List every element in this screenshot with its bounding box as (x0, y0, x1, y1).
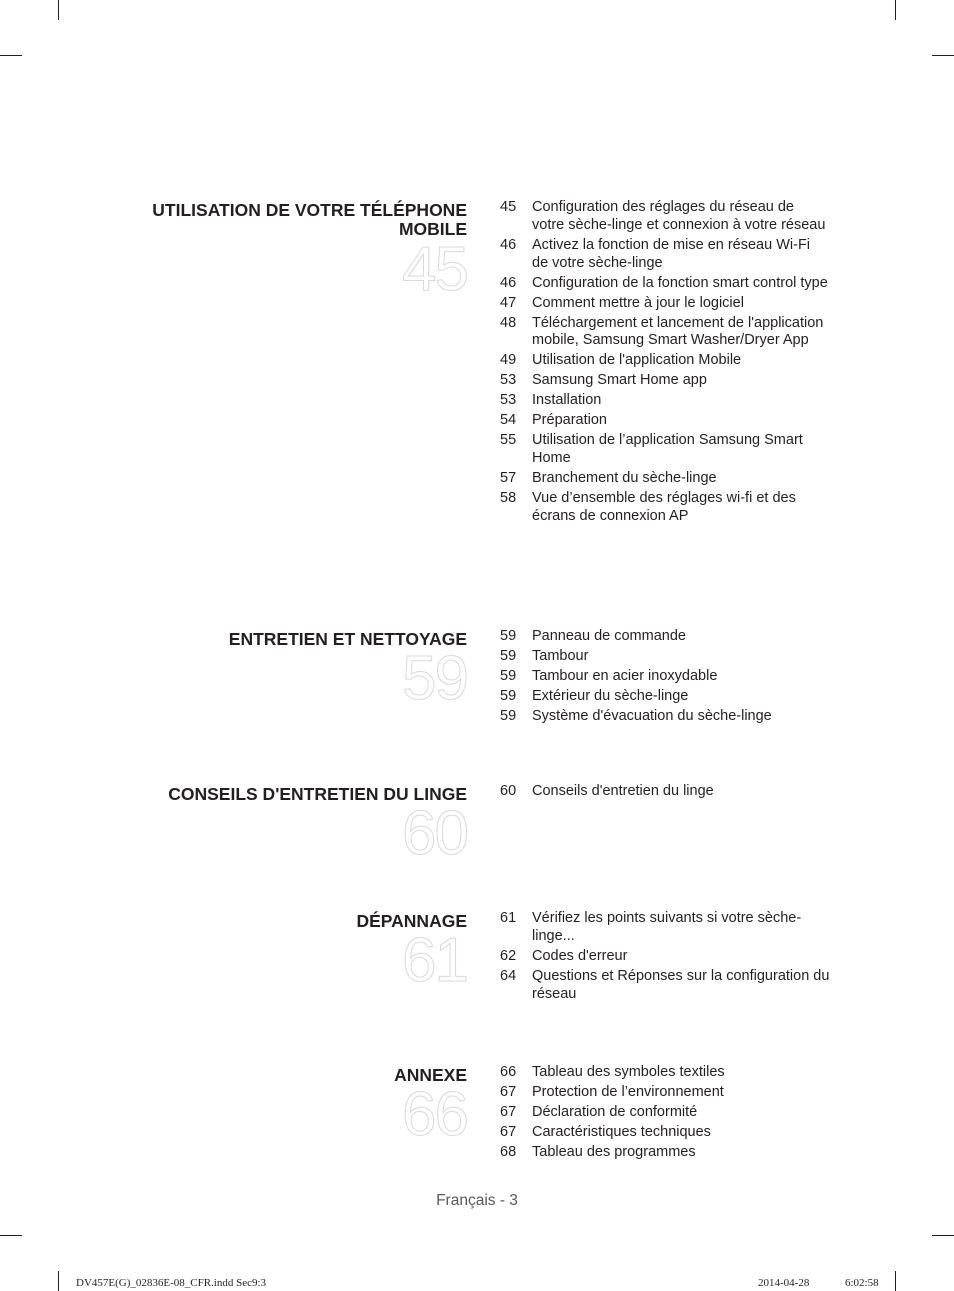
entry-page: 62 (500, 947, 517, 964)
section-title: ENTRETIEN ET NETTOYAGE (228, 629, 467, 649)
entry-text: Configuration des réglages du réseau de votre sèche-linge et connexion à votre réseau (532, 199, 826, 233)
section-title: UTILISATION DE VOTRE TÉLÉPHONE MOBILE (152, 200, 467, 239)
entry-text: Configuration de la fonction smart control type (532, 274, 828, 291)
crop-mark (58, 1271, 59, 1291)
toc-list (500, 783, 830, 803)
toc-entry[interactable] (500, 199, 830, 235)
section-number: 61 (402, 926, 467, 995)
entry-text: Tambour en acier inoxydable (532, 667, 718, 684)
entry-text: Déclaration de conformité (532, 1103, 698, 1120)
entry-page: 53 (500, 372, 517, 389)
entry-text: Activez la fonction de mise en réseau Wi-Fi de votre sèche-linge (532, 236, 811, 271)
crop-mark (0, 55, 22, 56)
toc-list (500, 1064, 830, 1164)
entry-page: 59 (500, 628, 517, 644)
section-number: 59 (402, 644, 467, 713)
entry-page: 45 (500, 199, 517, 215)
toc-entry[interactable] (500, 275, 830, 293)
entry-page: 49 (500, 352, 517, 369)
toc-entry[interactable] (500, 237, 830, 273)
entry-text: Système d'évacuation du sèche-linge (532, 707, 772, 724)
crop-mark (895, 1271, 896, 1291)
section-title: CONSEILS D'ENTRETIEN DU LINGE (168, 784, 467, 804)
entry-page: 47 (500, 294, 517, 311)
entry-text: Utilisation de l'application Mobile (532, 352, 742, 369)
toc-entry[interactable] (500, 1084, 830, 1102)
entry-text: Samsung Smart Home app (532, 372, 707, 389)
crop-mark (932, 1235, 954, 1236)
entry-page: 67 (500, 1083, 517, 1100)
entry-text: Panneau de commande (532, 628, 686, 644)
section-number: 66 (402, 1080, 467, 1149)
entry-page: 57 (500, 470, 517, 487)
toc-entry[interactable] (500, 948, 830, 966)
entry-page: 66 (500, 1064, 517, 1080)
entry-text: Extérieur du sèche-linge (532, 687, 689, 704)
entry-page: 54 (500, 412, 517, 429)
slug-date: 2014-04-28 (758, 1277, 810, 1289)
toc-entry[interactable] (500, 1104, 830, 1122)
entry-page: 67 (500, 1103, 517, 1120)
toc-list (500, 628, 830, 728)
crop-mark (932, 55, 954, 56)
entry-text: Tambour (532, 647, 589, 664)
toc-entry[interactable] (500, 628, 830, 646)
toc-entry[interactable] (500, 392, 830, 410)
crop-mark (58, 0, 59, 20)
entry-text: Codes d'erreur (532, 947, 628, 964)
toc-list (500, 910, 830, 1006)
toc-entry[interactable] (500, 783, 830, 801)
toc-entry[interactable] (500, 315, 830, 351)
entry-page: 60 (500, 783, 517, 799)
toc-entry[interactable] (500, 432, 830, 468)
entry-text: Installation (532, 392, 602, 409)
entry-text: Questions et Réponses sur la configuration du réseau (532, 967, 830, 1002)
entry-text: Vue d’ensemble des réglages wi-fi et des écrans de connexion AP (532, 490, 796, 524)
entry-page: 48 (500, 314, 517, 331)
section-title: DÉPANNAGE (356, 911, 467, 931)
entry-page: 55 (500, 432, 517, 449)
entry-page: 59 (500, 647, 517, 664)
slug-file: DV457E(G)_02836E-08_CFR.indd Sec9:3 (76, 1277, 267, 1289)
toc-entry[interactable] (500, 372, 830, 390)
section-number: 60 (402, 799, 467, 868)
crop-mark (895, 0, 896, 20)
entry-text: Préparation (532, 412, 607, 429)
toc-entry[interactable] (500, 295, 830, 313)
crop-mark (0, 1235, 22, 1236)
toc-entry[interactable] (500, 1064, 830, 1082)
toc-entry[interactable] (500, 688, 830, 706)
entry-text: Téléchargement et lancement de l'application mobile, Samsung Smart Washer/Dryer App (532, 314, 824, 349)
toc-entry[interactable] (500, 412, 830, 430)
entry-page: 59 (500, 707, 517, 724)
entry-text: Utilisation de l’application Samsung Smart Home (532, 432, 803, 467)
toc-entry[interactable] (500, 648, 830, 666)
entry-text: Conseils d'entretien du linge (532, 783, 714, 799)
entry-page: 68 (500, 1143, 517, 1160)
section-title: ANNEXE (394, 1065, 467, 1085)
toc-entry[interactable] (500, 668, 830, 686)
entry-page: 59 (500, 667, 517, 684)
toc-entry[interactable] (500, 910, 830, 946)
section-number: 45 (402, 235, 467, 304)
entry-text: Protection de l’environnement (532, 1083, 724, 1100)
entry-text: Branchement du sèche-linge (532, 470, 717, 487)
toc-entry[interactable] (500, 968, 830, 1004)
entry-page: 59 (500, 687, 517, 704)
entry-page: 46 (500, 274, 517, 291)
entry-page: 61 (500, 910, 517, 926)
toc-list (500, 199, 830, 528)
toc-entry[interactable] (500, 1124, 830, 1142)
entry-page: 64 (500, 967, 517, 984)
toc-entry[interactable] (500, 352, 830, 370)
slug-time: 6:02:58 (845, 1277, 879, 1289)
entry-page: 58 (500, 490, 517, 507)
entry-text: Caractéristiques techniques (532, 1123, 711, 1140)
toc-entry[interactable] (500, 1144, 830, 1162)
toc-entry[interactable] (500, 470, 830, 488)
toc-entry[interactable] (500, 490, 830, 526)
page-footer: Français - 3 (436, 1192, 518, 1209)
entry-page: 67 (500, 1123, 517, 1140)
entry-text: Tableau des programmes (532, 1143, 696, 1160)
entry-page: 53 (500, 392, 517, 409)
entry-text: Vérifiez les points suivants si votre sèche-linge... (532, 910, 802, 944)
entry-text: Comment mettre à jour le logiciel (532, 294, 744, 311)
entry-page: 46 (500, 236, 517, 253)
entry-text: Tableau des symboles textiles (532, 1064, 725, 1080)
toc-entry[interactable] (500, 708, 830, 726)
